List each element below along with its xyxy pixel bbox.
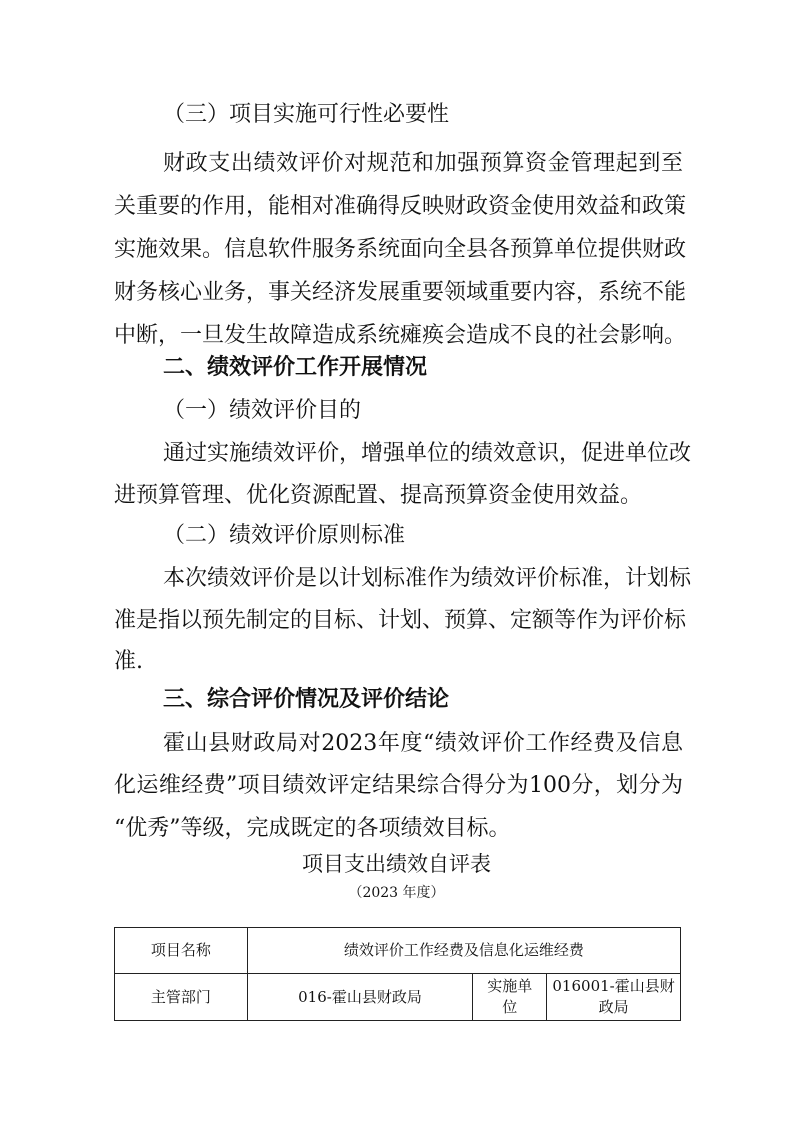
project-name-label: 项目名称: [115, 928, 248, 974]
paragraph-line: 实施效果。信息软件服务系统面向全县各预算单位提供财政: [114, 237, 687, 262]
paragraph-line: 准是指以预先制定的目标、计划、预算、定额等作为评价标: [114, 608, 687, 633]
paragraph-line: 关重要的作用，能相对准确得反映财政资金使用效益和政策: [114, 194, 687, 219]
project-name-value: 绩效评价工作经费及信息化运维经费: [247, 928, 680, 974]
subsection-heading: （一）绩效评价目的: [163, 398, 362, 423]
implementing-unit-value-line: 016001-霍山县财: [552, 977, 675, 995]
table-row: [115, 974, 681, 1021]
paragraph-line: 财政支出绩效评价对规范和加强预算资金管理起到至: [163, 151, 683, 176]
paragraph-line: 中断，一旦发生故障造成系统瘫痪会造成不良的社会影响。: [114, 323, 687, 348]
table-subtitle: （2023 年度）: [348, 885, 445, 901]
implementing-unit-value-line: 政局: [598, 998, 629, 1016]
implementing-unit-label-line: 位: [502, 998, 518, 1016]
paragraph-line: 财务核心业务，事关经济发展重要领域重要内容，系统不能: [114, 280, 687, 305]
paragraph-line: 准.: [114, 649, 143, 674]
department-label: 主管部门: [115, 974, 248, 1021]
paragraph-line: “优秀”等级，完成既定的各项绩效目标。: [114, 816, 511, 841]
table-title: 项目支出绩效自评表: [302, 852, 491, 876]
department-value: 016-霍山县财政局: [247, 974, 473, 1021]
table-row: [115, 928, 681, 974]
paragraph-line: 通过实施绩效评价，增强单位的绩效意识，促进单位改: [163, 441, 692, 466]
section-heading: （三）项目实施可行性必要性: [163, 102, 450, 127]
section-heading: 二、绩效评价工作开展情况: [163, 355, 428, 380]
implementing-unit-label: [473, 974, 547, 1021]
paragraph-line: 本次绩效评价是以计划标准作为绩效评价标准，计划标: [163, 566, 692, 591]
implementing-unit-value: [547, 974, 681, 1021]
self-evaluation-table: [114, 927, 681, 1021]
paragraph-line: 进预算管理、优化资源配置、提高预算资金使用效益。: [114, 483, 643, 508]
paragraph-line: 霍山县财政局对2023年度“绩效评价工作经费及信息: [163, 731, 683, 756]
subsection-heading: （二）绩效评价原则标准: [163, 523, 406, 548]
implementing-unit-label-line: 实施单: [487, 977, 533, 995]
section-heading: 三、综合评价情况及评价结论: [163, 687, 450, 712]
paragraph-line: 化运维经费”项目绩效评定结果综合得分为100分，划分为: [114, 773, 683, 798]
